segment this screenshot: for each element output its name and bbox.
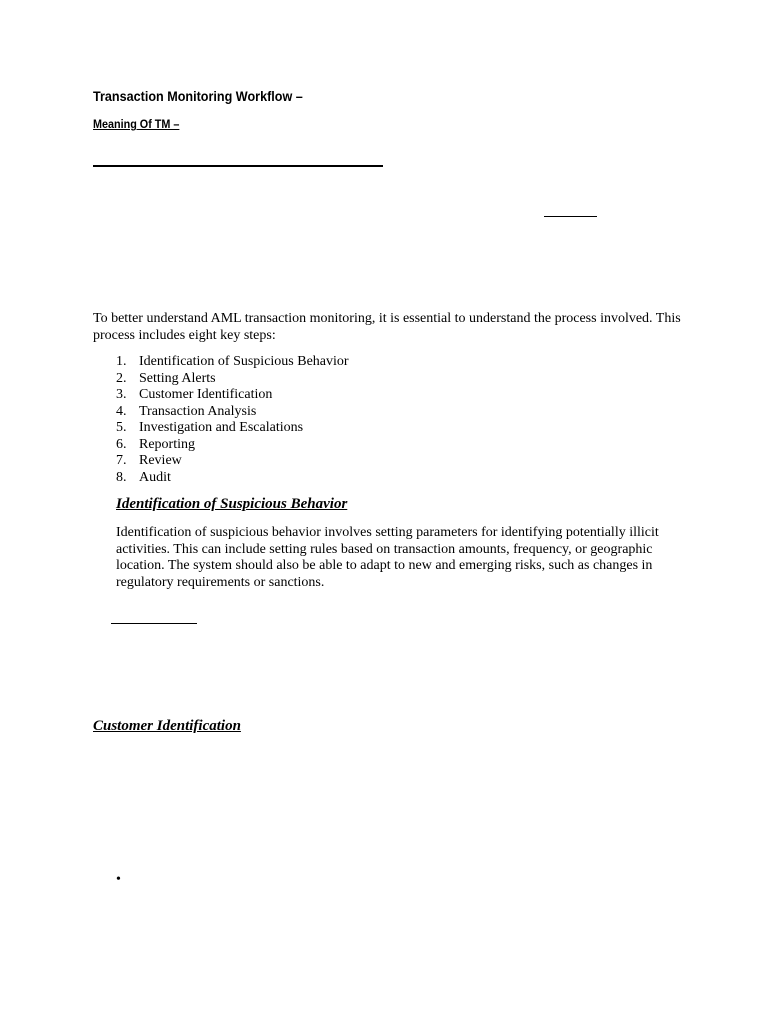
list-item-label: Customer Identification	[139, 387, 273, 402]
blank-underline	[111, 623, 197, 624]
list-item-number: 7.	[116, 453, 127, 468]
list-item-label: Review	[139, 453, 182, 468]
list-item-label: Transaction Analysis	[139, 403, 257, 419]
list-item-number: 8.	[116, 469, 127, 485]
list-item-label: Setting Alerts	[139, 370, 216, 386]
list-item	[116, 371, 349, 388]
list-item	[116, 420, 349, 437]
list-item	[116, 453, 349, 470]
meaning-heading: Meaning Of TM –	[93, 117, 180, 131]
list-item	[116, 387, 349, 404]
list-item-label: Identification of Suspicious Behavior	[139, 354, 349, 369]
document-title: Transaction Monitoring Workflow –	[93, 88, 303, 104]
list-item-label: Audit	[139, 469, 171, 485]
list-item-label: Reporting	[139, 436, 195, 452]
blank-underline	[544, 216, 597, 217]
section-heading-suspicious-behavior: Identification of Suspicious Behavior	[116, 496, 348, 512]
list-item-number: 2.	[116, 370, 127, 386]
list-item-number: 4.	[116, 403, 127, 419]
steps-list	[116, 354, 349, 486]
list-item-number: 6.	[116, 436, 127, 452]
section-body-suspicious-behavior: Identification of suspicious behavior involves setting parameters for identifying potentially illicit activities. This can include setting rules based on transaction amounts, frequency, or geographic location. The system should also be able to adapt to new and emerging risks, such as changes in regulatory requirements or sanctions.	[116, 525, 659, 590]
list-item	[116, 470, 349, 487]
section-heading-customer-identification: Customer Identification	[93, 718, 241, 734]
list-item	[116, 404, 349, 421]
list-item-number: 1.	[116, 354, 127, 369]
list-item-label: Investigation and Escalations	[139, 420, 304, 435]
intro-paragraph: To better understand AML transaction monitoring, it is essential to understand the process involved. This process includes eight key steps:	[93, 311, 681, 343]
list-item-number: 5.	[116, 420, 127, 435]
list-item-number: 3.	[116, 387, 127, 402]
list-item	[116, 354, 349, 371]
blank-underline	[93, 165, 383, 167]
list-item	[116, 437, 349, 454]
bullet-point: •	[116, 872, 121, 887]
